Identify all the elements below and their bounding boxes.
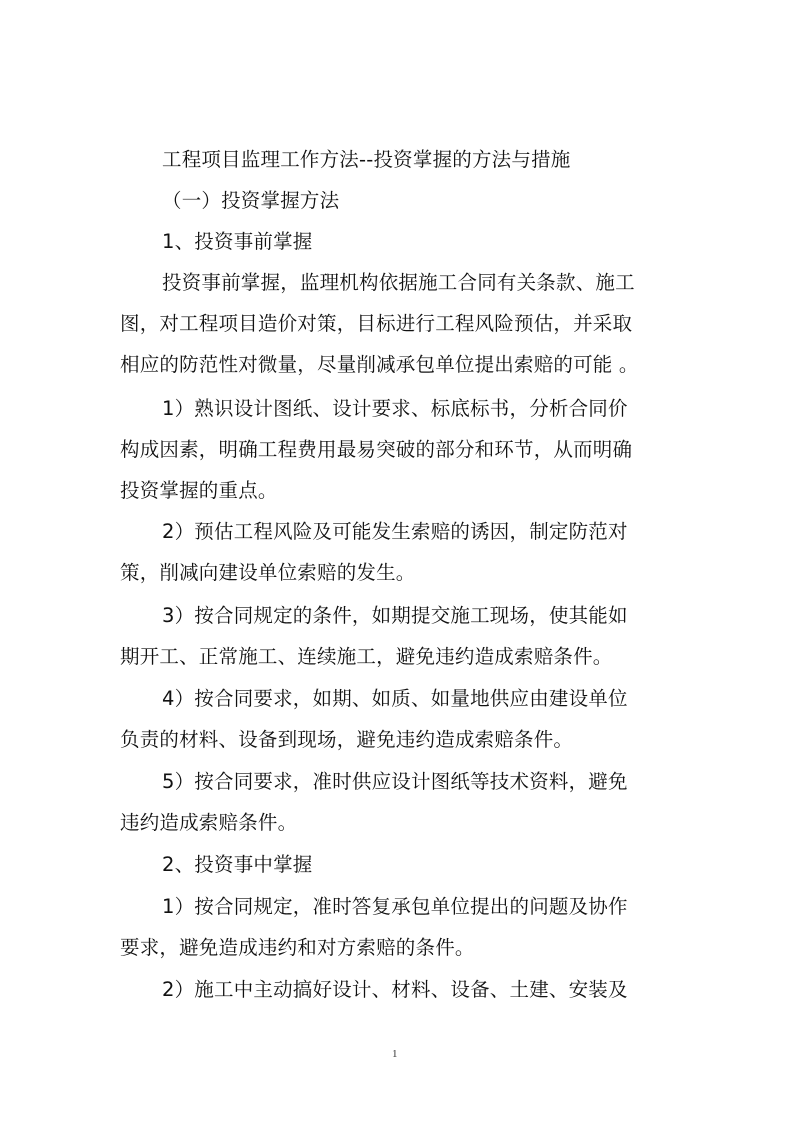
list-item-line: 1）熟识设计图纸、设计要求、标底标书，分析合同价 (162, 397, 628, 420)
list-item-line: 3）按合同规定的条件，如期提交施工现场，使其能如 (162, 604, 628, 627)
page-number: 1 (392, 1048, 398, 1060)
list-item-line: 违约造成索赔条件。 (120, 811, 298, 834)
section-heading-investment-control-methods: （一）投资掌握方法 (162, 189, 340, 212)
list-item-line: 负责的材料、设备到现场，避免违约造成索赔条件。 (120, 728, 574, 751)
list-item-line: 4）按合同要求，如期、如质、如量地供应由建设单位 (162, 687, 628, 710)
paragraph-line: 相应的防范性对微量，尽量削减承包单位提出索赔的可能 。 (120, 353, 639, 376)
list-item-line: 策，削减向建设单位索赔的发生。 (120, 561, 416, 584)
list-item-line: 2）预估工程风险及可能发生索赔的诱因，制定防范对 (162, 520, 628, 543)
paragraph-line: 图，对工程项目造价对策，目标进行工程风险预估，并采取 (120, 312, 633, 335)
list-item-line: 1）按合同规定，准时答复承包单位提出的问题及协作 (162, 895, 628, 918)
subsection-heading-in-process-control: 2、投资事中掌握 (162, 853, 313, 876)
list-item-line: 要求，避免造成违约和对方索赔的条件。 (120, 936, 475, 959)
list-item-line: 期开工、正常施工、连续施工，避免违约造成索赔条件。 (120, 645, 613, 668)
paragraph-line: 投资事前掌握，监理机构依据施工合同有关条款、施工 (162, 271, 635, 294)
document-title: 工程项目监理工作方法--投资掌握的方法与措施 (162, 148, 571, 171)
list-item-line: 5）按合同要求，准时供应设计图纸等技术资料，避免 (162, 770, 628, 793)
list-item-line: 构成因素，明确工程费用最易突破的部分和环节，从而明确 (120, 438, 633, 461)
list-item-line: 2）施工中主动搞好设计、材料、设备、土建、安装及 (162, 978, 628, 1001)
list-item-line: 投资掌握的重点。 (120, 479, 278, 502)
subsection-heading-pre-control: 1、投资事前掌握 (162, 230, 313, 253)
